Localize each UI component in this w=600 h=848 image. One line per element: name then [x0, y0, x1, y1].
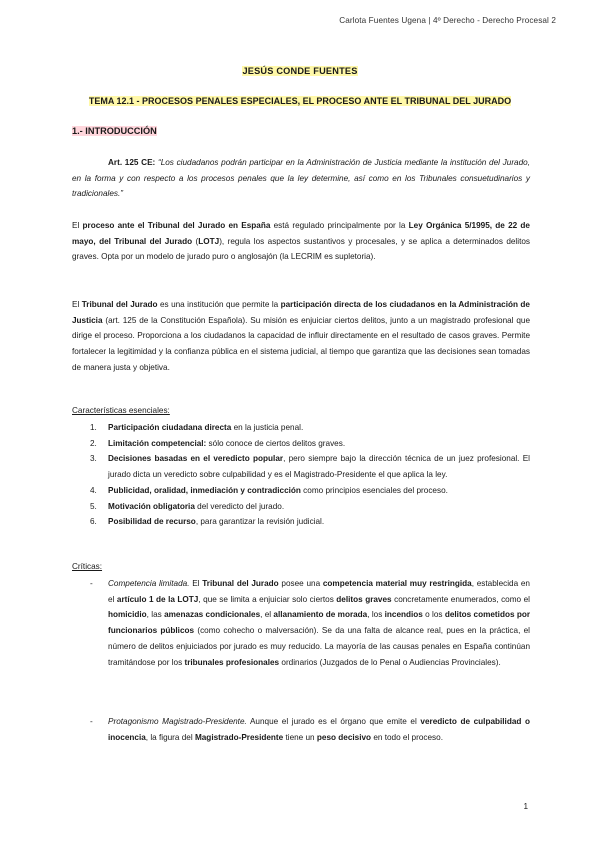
list-number: 2.: [90, 438, 97, 448]
author-name: JESÚS CONDE FUENTES: [242, 66, 358, 76]
text-run: , los: [367, 610, 385, 620]
list-number: 5.: [90, 501, 97, 511]
topic-title: [0, 96, 600, 106]
bold-run: Posibilidad de recurso: [108, 517, 196, 527]
bold-run: Tribunal del Jurado: [202, 579, 279, 588]
bold-run: tribunales profesionales: [184, 657, 280, 667]
text-run: o los: [422, 610, 445, 620]
list-item: [72, 499, 530, 515]
quote-text: “Los ciudadanos podrán participar en la Administración de Justicia mediante la institución del Jurado, en la forma y con respecto a los procesos penales que la ley determine, así como en los Tribunales consuetudinarios y tradicionales.”: [72, 158, 530, 199]
text-run: , el: [260, 610, 274, 620]
bold-run: amenazas condicionales: [164, 610, 261, 620]
text-run: del veredicto del jurado.: [194, 501, 285, 511]
critic-list-limited-competence: [72, 576, 530, 670]
bold-run: competencia material muy restringida: [322, 579, 472, 588]
text-run: en la justicia penal.: [231, 423, 304, 432]
list-dash: -: [90, 717, 93, 726]
list-item: [72, 483, 530, 499]
list-number: 3.: [90, 454, 97, 464]
critic-list-magistrate-role: [72, 714, 530, 745]
bold-run: proceso ante el Tribunal del Jurado en España: [82, 221, 271, 230]
bold-run: veredicto de culpabilidad o inocencia: [108, 717, 530, 742]
bold-run: Magistrado-Presidente: [194, 732, 284, 742]
paragraph-regulation: [72, 218, 530, 265]
bold-run: LOTJ: [198, 236, 220, 246]
bold-run: Limitación competencial:: [108, 438, 207, 448]
list-number: 6.: [90, 517, 97, 527]
author-heading: [0, 66, 600, 76]
text-run: , las: [146, 610, 165, 620]
list-item: [72, 436, 530, 452]
bold-run: delitos graves: [336, 594, 392, 604]
italic-run: Competencia limitada.: [108, 579, 190, 588]
text-run: como principios esenciales del proceso.: [300, 485, 448, 495]
bold-run: artículo 1 de la LOTJ: [116, 594, 199, 604]
text-run: posee una: [278, 579, 323, 588]
text-run: Aunque el jurado es el órgano que emite el: [246, 717, 421, 726]
bold-run: peso decisivo: [316, 732, 372, 742]
text-run: (como cohecho o malversación). Se da una falta de alcance real, pues en la práctica, el número de delitos enjuiciados por jurado es muy reducido. La mayoría de las causas penales en España continúan tramitándose por los: [108, 626, 530, 667]
list-item: [72, 514, 530, 530]
text-run: está regulado principalmente por la: [270, 221, 409, 230]
text-run: sólo conoce de ciertos delitos graves.: [206, 438, 346, 448]
bold-run: allanamiento de morada: [273, 610, 368, 620]
bold-run: Tribunal del Jurado: [81, 300, 158, 309]
text-run: concretamente enumerados, como el: [391, 594, 530, 604]
text-run: , establecida en el: [108, 579, 530, 604]
paragraph-definition: [72, 297, 530, 376]
page-header: Carlota Fuentes Ugena | 4º Derecho - Derecho Procesal 2: [339, 16, 556, 25]
list-item: [72, 714, 530, 745]
text-run: El: [189, 579, 203, 588]
list-item: [72, 451, 530, 482]
text-run: es una institución que permite la: [157, 300, 281, 309]
list-number: 1.: [90, 423, 97, 432]
bold-run: Ley Orgánica 5/1995, de 22 de mayo, del Tribunal del Jurado: [72, 221, 530, 246]
text-run: , para garantizar la revisión judicial.: [195, 517, 325, 527]
text-run: El: [72, 300, 82, 309]
text-run: ordinarios (Juzgados de lo Penal o Audiencias Provinciales).: [279, 657, 501, 667]
bold-run: Participación ciudadana directa: [108, 423, 232, 432]
features-heading: Características esenciales:: [72, 406, 170, 415]
bold-run: homicidio: [108, 610, 147, 620]
list-dash: -: [90, 579, 93, 588]
text-run: (: [192, 236, 199, 246]
text-run: (art. 125 de la Constitución Española). Su misión es enjuiciar ciertos delitos, junto a un magistrado profesional que dirige el proceso. Proporciona a los ciudadanos la capacidad de influir directamente en el resultado de casos graves. Permite fortalecer la legitimidad y la confianza pública en el sistema judicial, al tiempo que garantiza que las decisiones sean tomadas de manera justa y objetiva.: [72, 315, 530, 372]
bold-run: Motivación obligatoria: [108, 501, 195, 511]
bold-run: delitos cometidos por funcionarios públicos: [108, 610, 531, 636]
constitution-quote: [72, 155, 530, 202]
bold-run: Publicidad, oralidad, inmediación y contradicción: [108, 485, 301, 495]
text-run: El: [72, 221, 83, 230]
text-run: ), regula los aspectos sustantivos y procesales, y se aplica a determinados delitos graves. Opta por un modelo de jurado puro o anglosajón (la LECRIM es supletoria).: [72, 236, 530, 262]
text-run: en todo el proceso.: [371, 732, 443, 742]
list-item: [72, 420, 530, 436]
text-run: , pero siempre bajo la dirección técnica de un juez profesional. El jurado dicta un veredicto sobre culpabilidad y es el Magistrado-Presidente el que aplica la ley.: [108, 454, 530, 480]
topic-title-text: TEMA 12.1 - PROCESOS PENALES ESPECIALES, EL PROCESO ANTE EL TRIBUNAL DEL JURADO: [88, 96, 512, 106]
text-run: , la figura del: [145, 732, 195, 742]
bold-run: participación directa de los ciudadanos en la Administración de Justicia: [72, 300, 530, 325]
text-run: , que se limita a enjuiciar solo ciertos: [198, 594, 337, 604]
bold-run: incendios: [384, 610, 423, 620]
features-list: [72, 420, 530, 530]
text-run: tiene un: [283, 732, 317, 742]
section-heading-text: 1.- INTRODUCCIÓN: [72, 126, 157, 136]
critics-heading: Críticas:: [72, 562, 103, 571]
list-item: [72, 576, 530, 670]
quote-lead: Art. 125 CE:: [108, 158, 156, 167]
list-number: 4.: [90, 485, 97, 495]
page-number: 1: [523, 802, 528, 811]
bold-run: Decisiones basadas en el veredicto popular: [108, 454, 284, 464]
section-heading: [72, 126, 157, 136]
italic-run: Protagonismo Magistrado-Presidente.: [108, 717, 247, 726]
